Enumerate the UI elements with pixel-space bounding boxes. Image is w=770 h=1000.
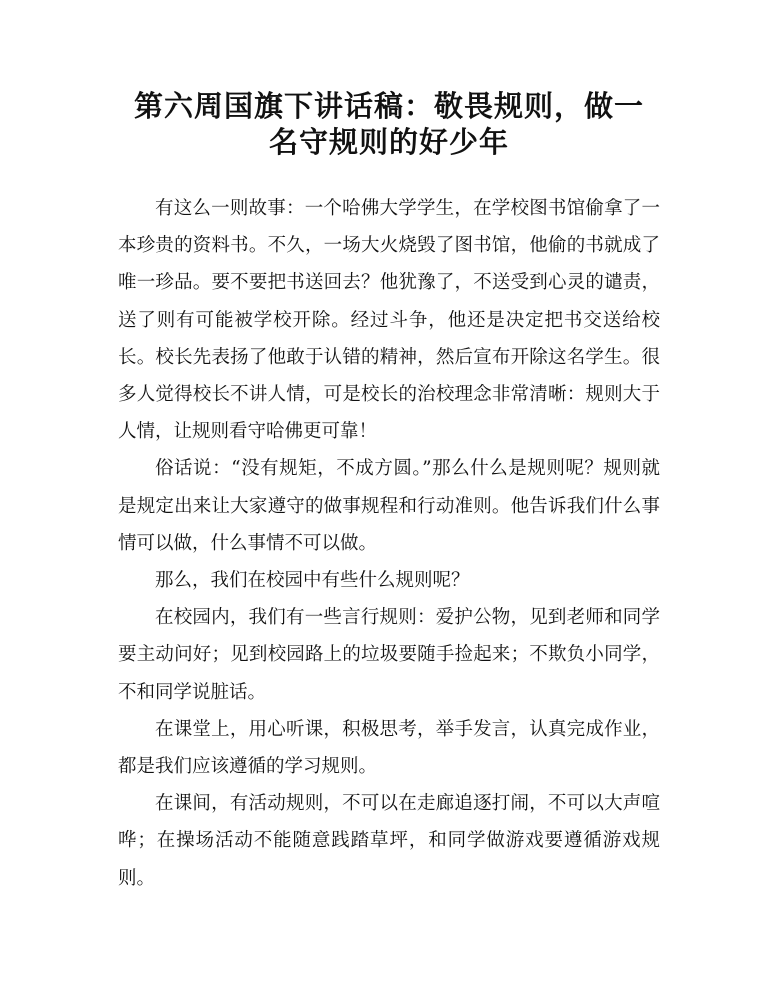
paragraph-campus-rules: 在校园内，我们有一些言行规则：爱护公物，见到老师和同学要主动问好；见到校园路上的垃圾要随手捡起来；不欺负小同学，不和同学说脏话。 [118, 607, 660, 703]
document-body [118, 190, 660, 897]
document-title [118, 88, 660, 160]
title-line-2: 名守规则的好少年 [268, 125, 509, 159]
paragraph-campus-question: 那么，我们在校园中有些什么规则呢？ [155, 570, 470, 592]
paragraph-harvard-story: 有这么一则故事：一个哈佛大学学生，在学校图书馆偷拿了一本珍贵的资料书。不久，一场大火烧毁了图书馆，他偷的书就成了唯一珍品。要不要把书送回去？他犹豫了，不送受到心灵的谴责，送了则有可能被学校开除。经过斗争，他还是决定把书交送给校长。校长先表扬了他敢于认错的精神，然后宣布开除这名学生。很多人觉得校长不讲人情，可是校长的治校理念非常清晰：规则大于人情，让规则看守哈佛更可靠！ [118, 198, 660, 443]
paragraph-classroom-rules: 在课堂上，用心听课，积极思考，举手发言，认真完成作业，都是我们应该遵循的学习规则。 [118, 718, 660, 778]
title-line-1: 第六周国旗下讲话稿：敬畏规则，做一 [133, 89, 644, 123]
paragraph-recess-rules: 在课间，有活动规则，不可以在走廊追逐打闹，不可以大声喧哗；在操场活动不能随意践踏草坪，和同学做游戏要遵循游戏规则。 [118, 793, 660, 889]
paragraph-what-is-rule: 俗话说：“没有规矩，不成方圆。”那么什么是规则呢？规则就是规定出来让大家遵守的做事规程和行动准则。他告诉我们什么事情可以做，什么事情不可以做。 [118, 458, 660, 554]
